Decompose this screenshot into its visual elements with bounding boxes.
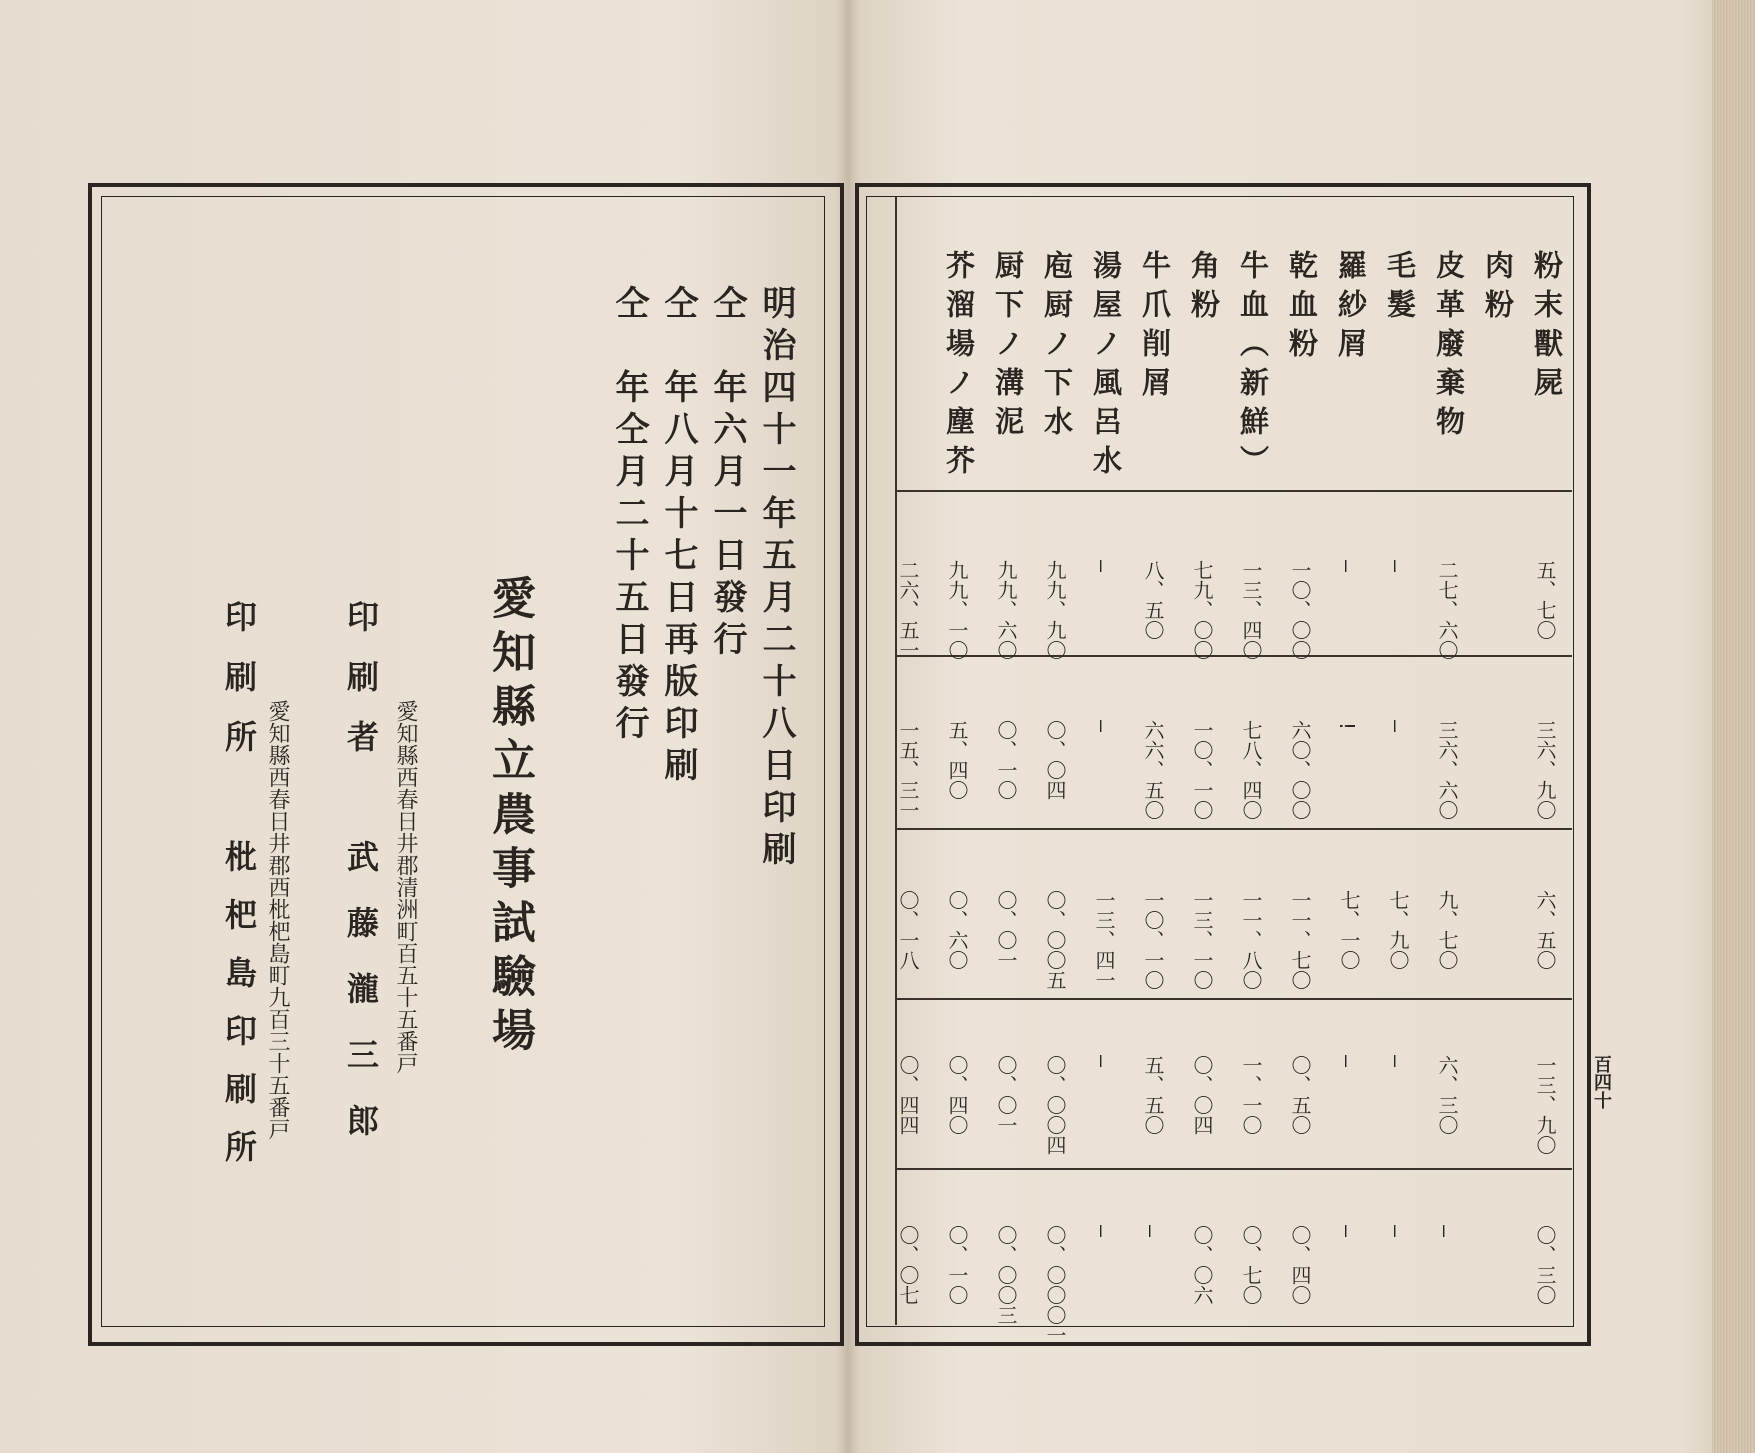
row-label: 粉末獸屍 bbox=[1530, 250, 1564, 406]
row-label: 羅紗屑 bbox=[1334, 250, 1368, 367]
table-cell: 一一、八〇 bbox=[1239, 890, 1263, 990]
table-cell: ! bbox=[1335, 720, 1359, 733]
table-cell: 二六、五一 bbox=[896, 560, 920, 660]
printer-name: 武藤瀧三郎 bbox=[342, 840, 380, 1170]
row-divider-3 bbox=[896, 998, 1572, 1000]
table-cell: 一三、一〇 bbox=[1190, 890, 1214, 990]
table-cell: 一、一〇 bbox=[1239, 1055, 1263, 1135]
table-cell: 〇、一〇 bbox=[945, 1225, 969, 1305]
table-cell: 六、三〇 bbox=[1435, 1055, 1459, 1135]
table-cell: 九九、九〇 bbox=[1043, 560, 1067, 660]
table-cell: 〇、一八 bbox=[896, 890, 920, 970]
table-cell: 一三、四一 bbox=[1092, 890, 1116, 990]
table-cell: 〇、〇四 bbox=[1190, 1055, 1214, 1135]
table-cell: 七八、四〇 bbox=[1239, 720, 1263, 820]
issue-date: 仝 年六月一日發行 bbox=[707, 285, 747, 663]
table-cell: 一〇、〇〇 bbox=[1288, 560, 1312, 660]
table-cell: 一〇、一〇 bbox=[1141, 890, 1165, 990]
table-cell: 二七、六〇 bbox=[1435, 560, 1459, 660]
print-shop-name: 枇杷島印刷所 bbox=[220, 840, 258, 1188]
row-divider-4 bbox=[896, 1168, 1572, 1170]
table-cell: 一五、三一 bbox=[896, 720, 920, 820]
printer-address: 愛知縣西春日井郡清洲町百五十五番戸 bbox=[393, 700, 418, 1074]
table-cell: 九、七〇 bbox=[1435, 890, 1459, 970]
table-cell: 〇、〇六 bbox=[1190, 1225, 1214, 1305]
row-label: 角粉 bbox=[1187, 250, 1221, 328]
table-cell: — bbox=[1090, 1055, 1114, 1068]
table-cell: 一三、四〇 bbox=[1239, 560, 1263, 660]
table-cell: — bbox=[1090, 1225, 1114, 1238]
table-cell: 一一、七〇 bbox=[1288, 890, 1312, 990]
table-cell: 〇、七〇 bbox=[1239, 1225, 1263, 1305]
table-cell: — bbox=[1384, 720, 1408, 733]
table-cell: 〇、〇〇〇一 bbox=[1043, 1225, 1067, 1345]
row-label: 乾血粉 bbox=[1285, 250, 1319, 367]
table-cell: 一三、九〇 bbox=[1533, 1055, 1557, 1155]
row-label: 毛髮 bbox=[1383, 250, 1417, 328]
table-cell: 七九、〇〇 bbox=[1190, 560, 1214, 660]
table-cell: 五、四〇 bbox=[945, 720, 969, 800]
table-cell: 〇、六〇 bbox=[945, 890, 969, 970]
header-divider bbox=[896, 490, 1572, 492]
table-cell: — bbox=[1384, 1225, 1408, 1238]
table-cell: 〇、一〇 bbox=[994, 720, 1018, 800]
row-label: 芥溜場ノ塵芥 bbox=[942, 250, 976, 484]
print-shop-label: 印刷所 bbox=[220, 600, 258, 780]
page-number: 百四十 bbox=[1591, 1055, 1612, 1109]
table-cell: 九九、六〇 bbox=[994, 560, 1018, 660]
row-label: 牛血（新鮮） bbox=[1236, 250, 1270, 484]
table-cell: 一〇、一〇 bbox=[1190, 720, 1214, 820]
table-cell: 〇、〇七 bbox=[896, 1225, 920, 1305]
table-cell: 〇、五〇 bbox=[1288, 1055, 1312, 1135]
table-cell: — bbox=[1433, 1225, 1457, 1238]
row-label: 湯屋ノ風呂水 bbox=[1089, 250, 1123, 484]
table-cell: — bbox=[1090, 720, 1114, 733]
table-cell: 〇、四〇 bbox=[1288, 1225, 1312, 1305]
table-cell: 〇、三〇 bbox=[1533, 1225, 1557, 1305]
table-cell: — bbox=[1384, 560, 1408, 573]
table-cell: 〇、四〇 bbox=[945, 1055, 969, 1135]
table-cell: 〇、〇〇三 bbox=[994, 1225, 1018, 1325]
table-cell: 〇、〇〇五 bbox=[1043, 890, 1067, 990]
table-cell: 〇、〇一 bbox=[994, 1055, 1018, 1135]
print-date: 明治四十一年五月二十八日印刷 bbox=[756, 285, 796, 873]
table-cell: — bbox=[1335, 1225, 1359, 1238]
table-cell: 五、五〇 bbox=[1141, 1055, 1165, 1135]
row-label: 肉粉 bbox=[1481, 250, 1515, 328]
table-cell: 七、九〇 bbox=[1386, 890, 1410, 970]
table-cell: 〇、四四 bbox=[896, 1055, 920, 1135]
table-cell: 六〇、〇〇 bbox=[1288, 720, 1312, 820]
print-shop-address: 愛知縣西春日井郡西枇杷島町九百三十五番戸 bbox=[265, 700, 290, 1140]
table-cell: — bbox=[1384, 1055, 1408, 1068]
page-edge bbox=[1712, 0, 1755, 1453]
table-cell: — bbox=[1139, 1225, 1163, 1238]
table-cell: 五、七〇 bbox=[1533, 560, 1557, 640]
row-divider-2 bbox=[896, 828, 1572, 830]
table-cell: 三六、六〇 bbox=[1435, 720, 1459, 820]
table-cell: — bbox=[1335, 560, 1359, 573]
table-cell: — bbox=[1090, 560, 1114, 573]
reissue-date: 仝 年仝月二十五日發行 bbox=[609, 285, 649, 747]
table-cell: 〇、〇四 bbox=[1043, 720, 1067, 800]
table-cell: 三六、九〇 bbox=[1533, 720, 1557, 820]
printer-label: 印刷者 bbox=[342, 600, 380, 780]
table-cell: 六六、五〇 bbox=[1141, 720, 1165, 820]
reprint-date: 仝 年八月十七日再版印刷 bbox=[658, 285, 698, 789]
table-cell: — bbox=[1335, 1055, 1359, 1068]
row-label: 庖厨ノ下水 bbox=[1040, 250, 1074, 445]
table-cell: 八、五〇 bbox=[1141, 560, 1165, 640]
row-label: 牛爪削屑 bbox=[1138, 250, 1172, 406]
row-label: 厨下ノ溝泥 bbox=[991, 250, 1025, 445]
table-cell: 六、五〇 bbox=[1533, 890, 1557, 970]
table-cell: 七、一〇 bbox=[1337, 890, 1361, 970]
publisher-name: 愛知縣立農事試驗場 bbox=[484, 575, 535, 1061]
table-cell: 九九、一〇 bbox=[945, 560, 969, 660]
table-cell: 〇、〇一 bbox=[994, 890, 1018, 970]
row-label: 皮革廢棄物 bbox=[1432, 250, 1466, 445]
table-cell: 〇、〇〇四 bbox=[1043, 1055, 1067, 1155]
